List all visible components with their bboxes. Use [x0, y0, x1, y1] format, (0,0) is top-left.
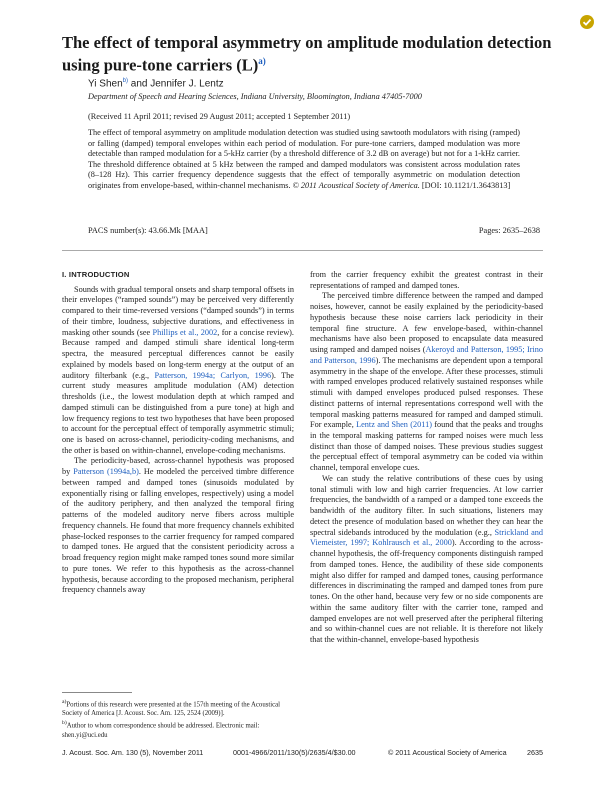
footer-code: 0001-4966/2011/130(5)/2635/4/$30.00 [233, 748, 356, 757]
right-column [310, 270, 543, 646]
article-title [62, 34, 562, 75]
text-run: ). The current study measures amplitude modulation (AM) detection thresholds (i.e., the lowest modulation depth at which ramped and damped stimuli can be distinguished from a pure tone) at high and low frequency regions to test two hypotheses that have been proposed to account for the perceptual effect of temporally asymmetric stimuli; one is based on across-channel, periodicity-coding mechanisms, and the other is based on within-channel, envelope-coding mechanisms. [62, 370, 294, 455]
footer-copyright: © 2011 Acoustical Society of America [388, 748, 507, 757]
title-note-mark[interactable]: a) [258, 56, 266, 66]
left-column [62, 270, 294, 596]
abstract [88, 128, 520, 192]
paragraph [310, 474, 543, 646]
section-heading: I. INTRODUCTION [62, 270, 130, 279]
doi-link[interactable]: [DOI: 10.1121/1.3643813] [419, 180, 511, 190]
footnote-mark: a) [62, 699, 67, 705]
paragraph [310, 291, 543, 473]
header-divider [62, 250, 543, 251]
text-run: The periodicity-based, across-channel hypothesis was proposed by [62, 456, 294, 477]
footnotes [62, 698, 294, 741]
page-number: 2635 [527, 748, 543, 757]
footnote [62, 719, 294, 739]
text-run: ). According to the across-channel hypothesis, the off-frequency components distinguish ramped from damped tones. Hence, the audibility of these side components might also differ for ramped and damped tones, causing performance differences in discriminating the ramped and damped tones from pure tones. On the other hand, because very few or no side components are within the same auditory filter with the carrier tone, ramped and damped envelopes are not well preserved after the peripheral filtering and so within-channel cues are not reliable. It is therefore not likely that the within-channel, envelope-based hypothesis [310, 538, 543, 644]
citation-link[interactable]: Patterson (1994a,b) [73, 467, 139, 477]
citation-link[interactable]: Lentz and Shen (2011) [356, 420, 432, 430]
footnote-text: Portions of this research were presented at the 157th meeting of the Acoustical Society of America [J. Acoust. Soc. Am. 125, 2524 (2009)]. [62, 701, 281, 718]
text-run: ). The mechanisms are dependent upon a temporal asymmetry in the shape of the envelope. After these processes, stimuli with ramped envelopes produced relatively sustained responses while stimuli with damped envelopes produced pulsed responses. These distinct patterns of internal representations correspond well with the temporal masking patterns measured for ramped and damped stimuli. For example, [310, 355, 543, 430]
paragraph [62, 456, 294, 596]
author-name-2: and Jennifer J. Lentz [128, 78, 224, 90]
paragraph [62, 285, 294, 457]
received-dates: (Received 11 April 2011; revised 29 August 2011; accepted 1 September 2011) [88, 112, 351, 121]
pacs-numbers: PACS number(s): 43.66.Mk [MAA] [88, 226, 208, 235]
abstract-copyright: © 2011 Acoustical Society of America. [292, 180, 420, 190]
text-run: Sounds with gradual temporal onsets and sharp temporal offsets in their envelopes (“ramped sounds”) may be perceived very differently compared to their time-reversed versions (“damped sounds”) in terms of their timbre, loudness, subjective durations, and effectiveness in masking other sounds (see [62, 284, 294, 337]
text-run: found that the peaks and troughs in the temporal masking patterns for ramped noises were much less distinct than those of damped noises. These previous studies suggest the perceptual effect of temporal asymmetry can be coded via within channel, temporal envelope cues. [310, 420, 543, 473]
citation-link[interactable]: Akeroyd and Patterson, 1995; Irino and Patterson, 1996 [310, 345, 544, 365]
footnote-divider [62, 692, 132, 693]
crossmark-icon[interactable] [579, 14, 595, 30]
citation-link[interactable]: Phillips et al., 2002 [152, 327, 218, 337]
footnote-mark: b) [62, 720, 67, 727]
text-run: The perceived timbre difference between the ramped and damped noises, however, cannot be easily explained by the periodicity-based hypothesis because these noise carriers lack periodicity in their temporal fine structure. A few envelope-based, within-channel mechanisms have also been proposed to encapsulate data measured using ramped and damped noises ( [310, 291, 543, 355]
affiliation: Department of Speech and Hearing Sciences, Indiana University, Bloomington, Indiana 47405-7000 [88, 92, 422, 101]
citation-link[interactable]: Strickland and Viemeister, 1997; Kohlrausch et al., 2000 [310, 527, 543, 548]
text-run: We can study the relative contributions of these cues by using tonal stimuli with low and high carrier frequencies. At low carrier frequencies, the bandwidth of a ramped or a damped tone exceeds the bandwidth of the auditory filter. In such situations, listeners may detect the presence of modulation based on whether they can hear the spectral sidebands introduced by the modulation (e.g., [310, 473, 543, 537]
footer-journal: J. Acoust. Soc. Am. 130 (5), November 2011 [62, 748, 204, 757]
text-run: . He modeled the perceived timbre difference between ramped and damped tones (sinusoids modulated by exponentially rising or falling envelopes, respectively) using a model of the auditory periphery, and then analyzed the temporal firing patterns of the modeled auditory nerve fibers across multiple frequency channels. He found that more frequency channels exhibited phase-locked responses to the carrier frequency for ramped compared to damped tones. He argued that the consistent periodicity across a broad frequency region might make ramped tones sound more similar to pure tones. We refer to this hypothesis as the across-channel hypothesis, because according to the proposed mechanism, peripheral frequency channels away [62, 467, 294, 595]
footnote [62, 698, 294, 718]
author-name: Yi Shen [88, 78, 123, 90]
paragraph: from the carrier frequency exhibit the greatest contrast in their representations of ramped and damped tones. [310, 270, 543, 290]
author-note-mark[interactable]: b) [122, 78, 128, 84]
footnote-text: Author to whom correspondence should be addressed. Electronic mail: shen.yi@uci.edu [62, 722, 260, 739]
title-text: The effect of temporal asymmetry on amplitude modulation detection using pure-tone carriers (L) [62, 33, 552, 75]
citation-link[interactable]: Patterson, 1994a; Carlyon, 1996 [154, 370, 272, 380]
page-range: Pages: 2635–2638 [478, 226, 540, 235]
author-list [88, 78, 224, 89]
text-run: , for a concise review). Because ramped and damped stimuli share identical long-term spectra, the measured perceptual differences cannot be easily explained by models based on long-term energy at the output of an auditory filterbank (e.g., [62, 327, 294, 380]
abstract-body: The effect of temporal asymmetry on amplitude modulation detection was studied using sawtooth modulators with rising (ramped) or falling (damped) temporal envelopes within each period of modulation. For pure-tone carriers, damped modulation was more detectable than ramped modulation for a 5-kHz carrier (by a threshold difference of 3.2 dB on average) but not for a 1-kHz carrier. The threshold difference obtained at 5 kHz between the ramped and damped modulators was consistent across modulation rates (8–128 Hz). This carrier frequency dependence suggests that the effect of temporally asymmetric on modulation detection originates from envelope-based, within-channel mechanisms. [88, 128, 520, 190]
